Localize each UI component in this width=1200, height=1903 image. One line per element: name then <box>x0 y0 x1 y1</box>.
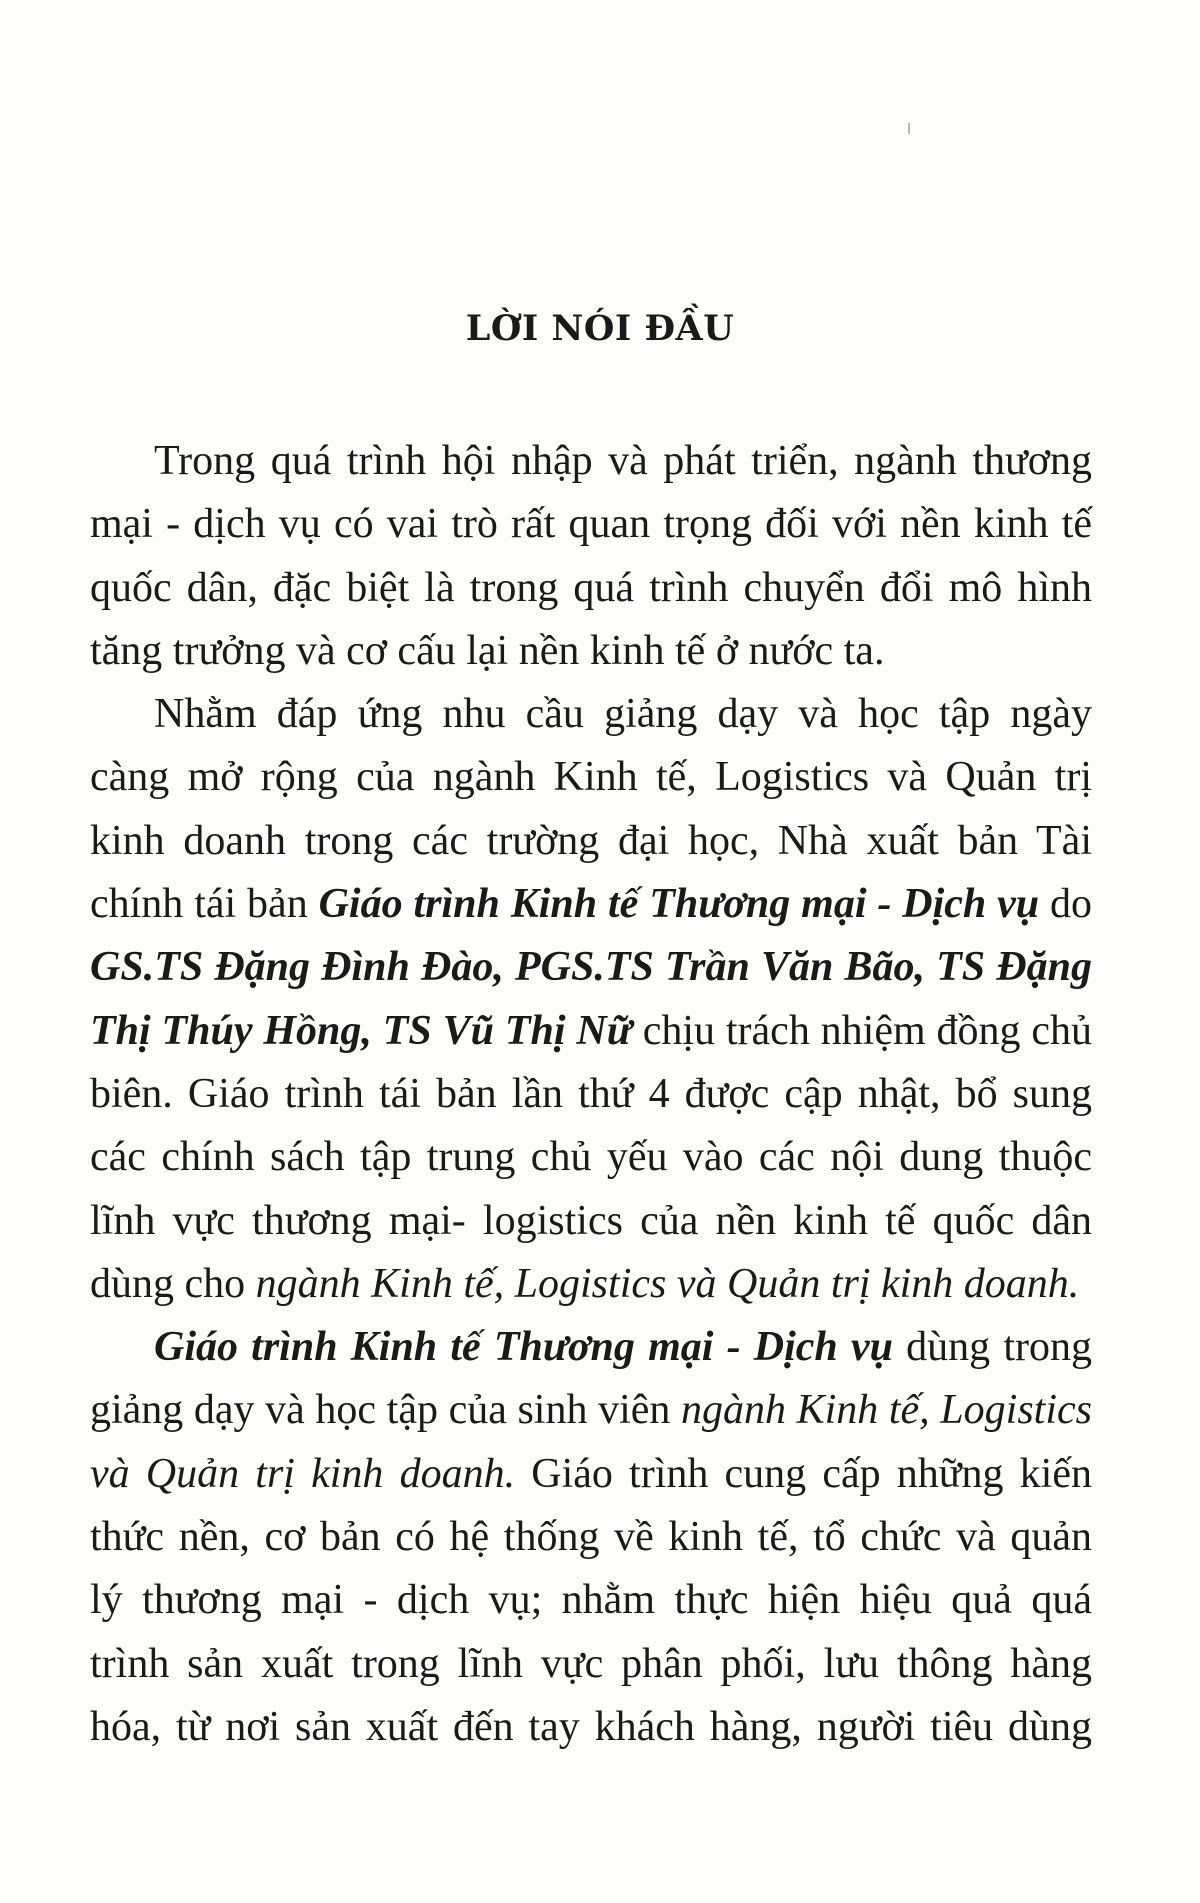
text-segment: biên. Giáo trình tái bản lần thứ 4 được cập nhật, bổ sung <box>90 1070 1092 1117</box>
text-line <box>90 1696 1092 1759</box>
text-line <box>90 873 1092 936</box>
text-segment: tăng trưởng và cơ cấu lại nền kinh tế ở nước ta. <box>90 627 885 674</box>
text-segment: giảng dạy và học tập của sinh viên <box>90 1387 681 1434</box>
text-line <box>90 430 1092 493</box>
text-segment: hóa, từ nơi sản xuất đến tay khách hàng, người tiêu dùng <box>90 1703 1092 1750</box>
text-segment: Giáo trình Kinh tế Thương mại - Dịch vụ <box>154 1324 893 1371</box>
print-mark <box>908 123 910 134</box>
text-line <box>90 1000 1092 1063</box>
text-segment: Nhằm đáp ứng nhu cầu giảng dạy và học tập ngày <box>154 691 1092 738</box>
text-segment: càng mở rộng của ngành Kinh tế, Logistics và Quản trị <box>90 754 1092 801</box>
text-segment: chịu trách nhiệm đồng chủ <box>631 1007 1092 1054</box>
text-segment: lĩnh vực thương mại- logistics của nền kinh tế quốc dân <box>90 1197 1092 1244</box>
text-segment: thức nền, cơ bản có hệ thống về kinh tế, tổ chức và quản <box>90 1514 1092 1561</box>
text-line <box>90 1316 1092 1379</box>
text-line <box>90 620 1092 683</box>
text-line <box>90 1569 1092 1632</box>
text-line <box>90 746 1092 809</box>
text-segment: Giáo trình cung cấp những kiến <box>515 1450 1092 1497</box>
text-segment: và Quản trị kinh doanh. <box>90 1450 516 1497</box>
text-segment: Thị Thúy Hồng, TS Vũ Thị Nữ <box>90 1007 632 1054</box>
text-line <box>90 683 1092 746</box>
text-line <box>90 557 1092 620</box>
text-segment: dùng cho <box>90 1260 256 1307</box>
text-segment: mại - dịch vụ có vai trò rất quan trọng đối với nền kinh tế <box>90 501 1092 548</box>
page-title: LỜI NÓI ĐẦU <box>465 308 735 349</box>
text-segment: Giáo trình Kinh tế Thương mại - Dịch vụ <box>318 881 1040 928</box>
text-segment: ngành Kinh tế, Logistics <box>680 1387 1092 1434</box>
text-segment: trình sản xuất trong lĩnh vực phân phối, lưu thông hàng <box>90 1640 1092 1687</box>
text-line <box>90 1063 1092 1126</box>
body-text <box>90 430 1092 1759</box>
text-line <box>90 1633 1092 1696</box>
text-segment: quốc dân, đặc biệt là trong quá trình chuyển đổi mô hình <box>90 564 1092 611</box>
text-line <box>90 1379 1092 1442</box>
text-segment: Trong quá trình hội nhập và phát triển, ngành thương <box>154 438 1092 484</box>
text-line <box>90 936 1092 999</box>
text-line <box>90 810 1092 873</box>
text-line <box>90 1506 1092 1569</box>
text-line <box>90 1190 1092 1253</box>
text-segment: dùng trong <box>892 1324 1093 1371</box>
text-segment: GS.TS Đặng Đình Đào, PGS.TS Trần Văn Bão, TS Đặng <box>90 944 1092 991</box>
text-line <box>90 493 1092 556</box>
text-segment: các chính sách tập trung chủ yếu vào các nội dung thuộc <box>90 1134 1092 1181</box>
text-segment: lý thương mại - dịch vụ; nhằm thực hiện hiệu quả quá <box>90 1577 1092 1624</box>
text-segment: ngành Kinh tế, Logistics và Quản trị kinh doanh. <box>255 1260 1080 1307</box>
text-segment: do <box>1039 881 1093 928</box>
text-segment: kinh doanh trong các trường đại học, Nhà xuất bản Tài <box>90 817 1092 864</box>
text-line <box>90 1253 1092 1316</box>
text-line <box>90 1443 1092 1506</box>
text-segment: chính tái bản <box>90 881 319 928</box>
text-line <box>90 1126 1092 1189</box>
